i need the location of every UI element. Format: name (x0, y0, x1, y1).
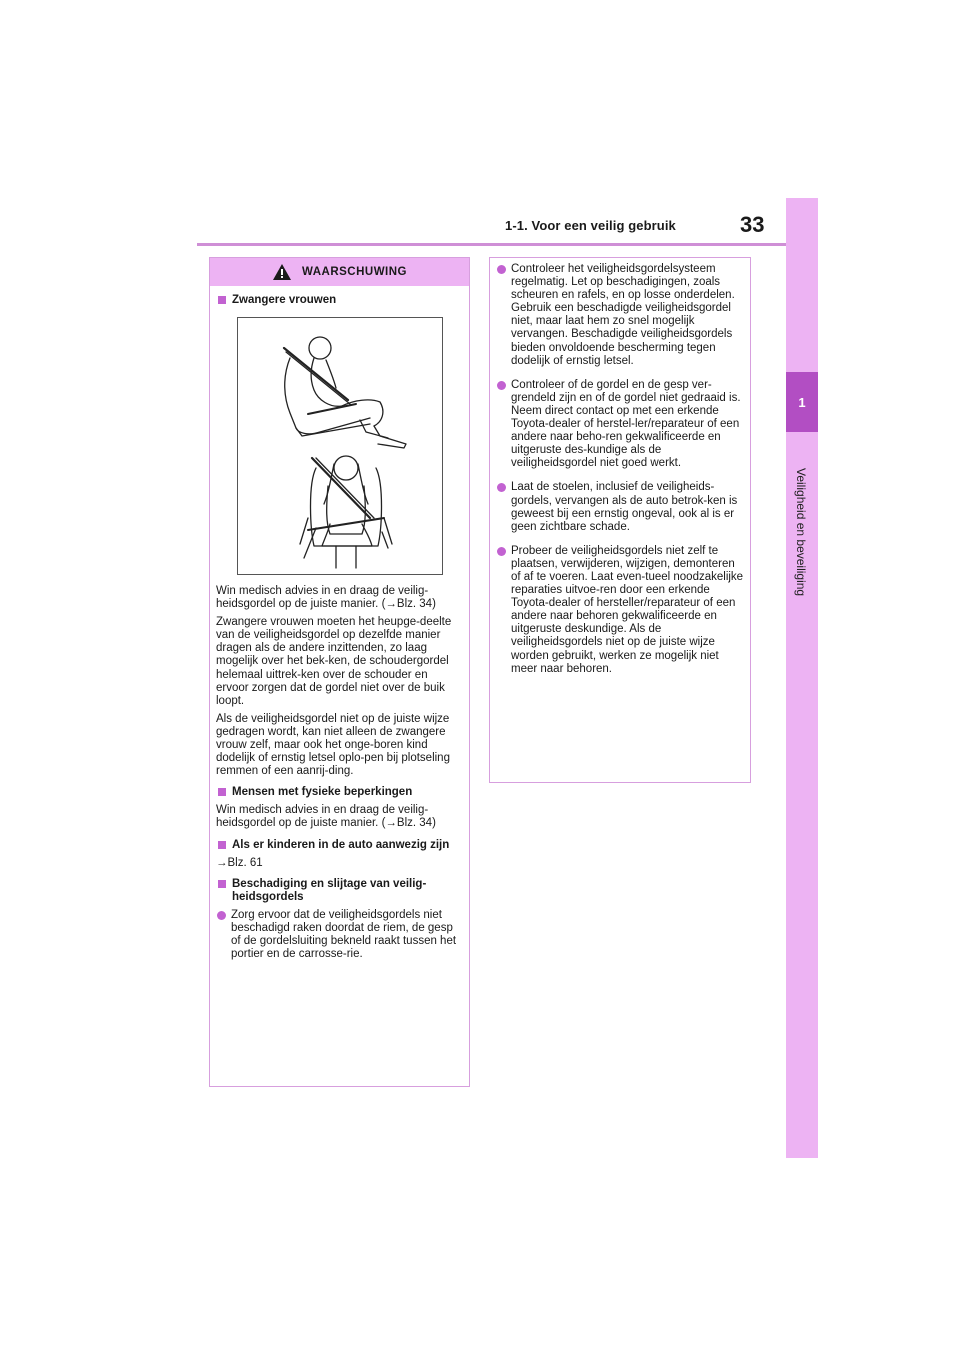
bullet-item: Zorg ervoor dat de veiligheidsgordels niet beschadigd raken doordat de riem, de gesp of de gordelsluiting bekneld raakt tussen het portier en de carrosse-rie. (216, 909, 463, 961)
square-bullet-icon (218, 841, 226, 849)
section-title: 1-1. Voor een veilig gebruik (505, 218, 676, 233)
square-bullet-icon (218, 296, 226, 304)
bullet-item: Controleer of de gordel en de gesp ver-grendeld zijn en of de gordel niet gedraaid is. Neem direct contact op met een erkende Toyota-dealer of herstel-ler/reparateur of een andere naar beho-ren gekwalificeerde en uitgeruste des-kundige als de veiligheidsgordel niet goed werkt. (496, 379, 744, 471)
bullet-item: Laat de stoelen, inclusief de veiligheids-gordels, vervangen als de auto betrok-ken is geweest bij een ernstig ongeval, ook al is er geen zichtbare schade. (496, 481, 744, 533)
warning-box-right (489, 257, 751, 783)
round-bullet-icon (497, 265, 506, 274)
square-bullet-icon (218, 788, 226, 796)
paragraph: Win medisch advies in en draag de veilig-heidsgordel op de juiste manier. (→Blz. 34) (216, 804, 436, 830)
page-reference: →Blz. 61 (216, 856, 263, 869)
paragraph: Zwangere vrouwen moeten het heupge-deelte van de veiligheidsgordel op dezelfde manier dragen als de andere inzittenden, zo laag mogelijk over het bek-ken, de schoudergordel helemaal uittrek-ken over de schouder en ervoor zorgen dat de gordel niet over de buik loopt. (216, 616, 452, 707)
warning-body-continued (490, 258, 750, 682)
heading-damage: Beschadiging en slijtage van veilig-heidsgordels (216, 878, 463, 904)
header-divider (197, 243, 787, 246)
chapter-label: Veiligheid en beveiliging (794, 468, 808, 597)
square-bullet-icon (218, 880, 226, 888)
heading-pregnant: Zwangere vrouwen (216, 294, 463, 307)
pregnant-seatbelt-drawing (238, 318, 442, 574)
warning-triangle-icon (272, 263, 292, 281)
bullet-item: Probeer de veiligheidsgordels niet zelf te plaatsen, verwijderen, wijzigen, demonteren of af te voeren. Laat even-tueel noodzakelijke reparaties uitvoe-ren door een erkende Toyota-dealer of hersteller/reparateur of een andere naar behoren gekwalificeerde en uitgeruste deskundige. Als de veiligheidsgordels niet op de juiste wijze worden gebruikt, werken ze mogelijk niet meer naar behoren. (496, 545, 744, 676)
warning-body (210, 286, 469, 967)
pregnant-seatbelt-illustration (237, 317, 443, 575)
warning-title: WAARSCHUWING (301, 266, 408, 278)
page-number: 33 (740, 212, 765, 237)
round-bullet-icon (497, 483, 506, 492)
round-bullet-icon (497, 547, 506, 556)
warning-box-left (209, 257, 470, 1087)
chapter-number: 1 (786, 372, 818, 432)
chapter-side-tab (786, 198, 818, 1158)
bullet-item: Controleer het veiligheidsgordelsysteem regelmatig. Let op beschadigingen, zoals scheuren en rafels, en op losse onderdelen. Gebruik een beschadigde veiligheidsgordel niet, maar laat hem zo snel mogelijk vervangen. Beschadigde veiligheidsgordels bieden onvoldoende bescherming tegen dodelijk of ernstig letsel. (496, 263, 744, 368)
heading-children: Als er kinderen in de auto aanwezig zijn (216, 839, 463, 852)
paragraph: Als de veiligheidsgordel niet op de juiste wijze gedragen wordt, kan niet alleen de zwangere vrouw zelf, maar ook het onge-boren kind dodelijk of ernstig letsel oplo-pen bij plotseling remmen of een aanrij-ding. (216, 712, 450, 778)
paragraph: Win medisch advies in en draag de veilig-heidsgordel op de juiste manier. (→Blz. 34) (216, 585, 436, 611)
round-bullet-icon (217, 911, 226, 920)
round-bullet-icon (497, 381, 506, 390)
heading-disabled: Mensen met fysieke beperkingen (216, 786, 463, 799)
warning-header (210, 258, 469, 286)
